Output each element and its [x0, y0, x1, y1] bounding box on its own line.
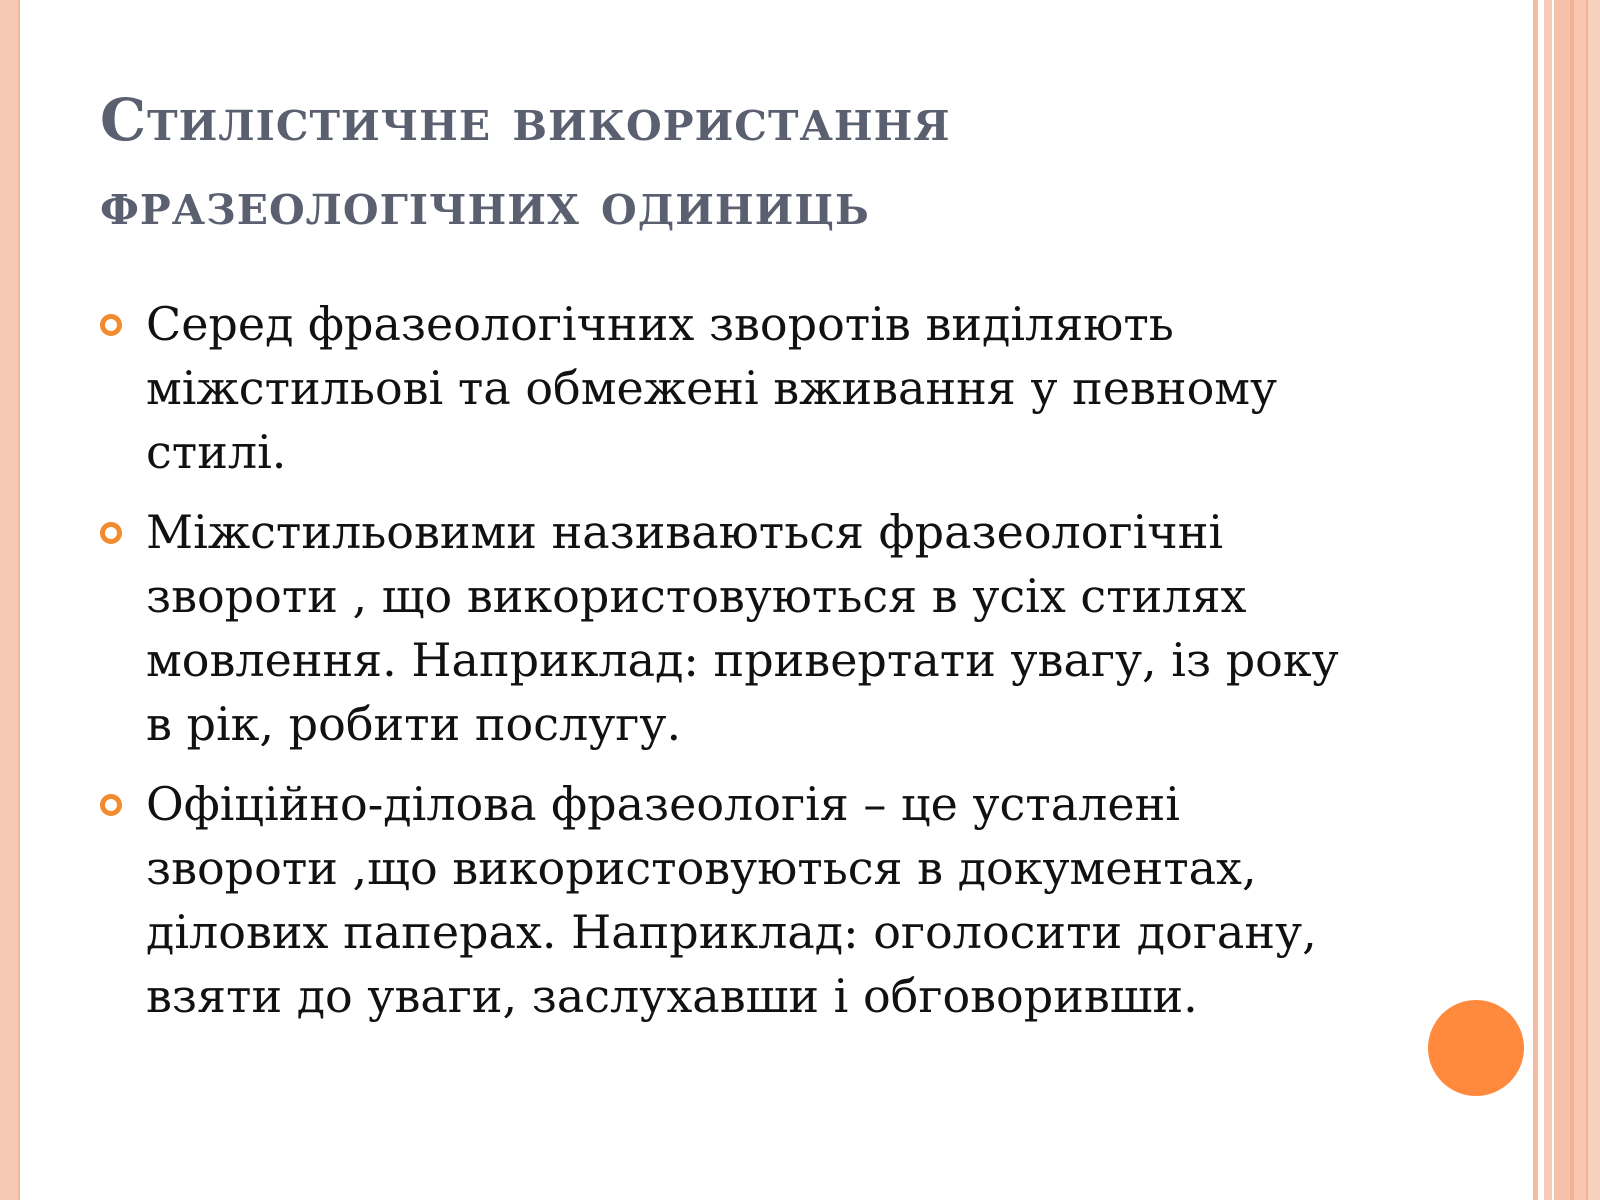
bullet-circle-icon — [100, 314, 122, 336]
bullet-text: Офіційно-ділова фразеологія – це усталені звороти ,що використовуються в документах, ділових паперах. Наприклад: оголосити догану, взяти до уваги, заслухавши і обговоривши. — [146, 777, 1317, 1023]
bullet-item — [100, 772, 1360, 1028]
bullet-circle-icon — [100, 522, 122, 544]
bullet-text: Серед фразеологічних зворотів виділяють міжстильові та обмежені вживання у певному стилі. — [146, 297, 1278, 479]
right-decorative-stripes — [1530, 0, 1600, 1200]
left-decorative-border — [0, 0, 20, 1200]
slide-title: Стилістичне використання фразеологічних одиниць — [100, 86, 951, 238]
bullet-item — [100, 292, 1360, 484]
bullet-circle-icon — [100, 794, 122, 816]
bullet-text: Міжстильовими називаються фразеологічні звороти , що використовуються в усіх стилях мовлення. Наприклад: привертати увагу, із року в рік, робити послугу. — [146, 505, 1339, 751]
bullet-item — [100, 500, 1360, 756]
orange-circle-icon — [1428, 1000, 1524, 1096]
bullet-list — [100, 292, 1360, 1044]
